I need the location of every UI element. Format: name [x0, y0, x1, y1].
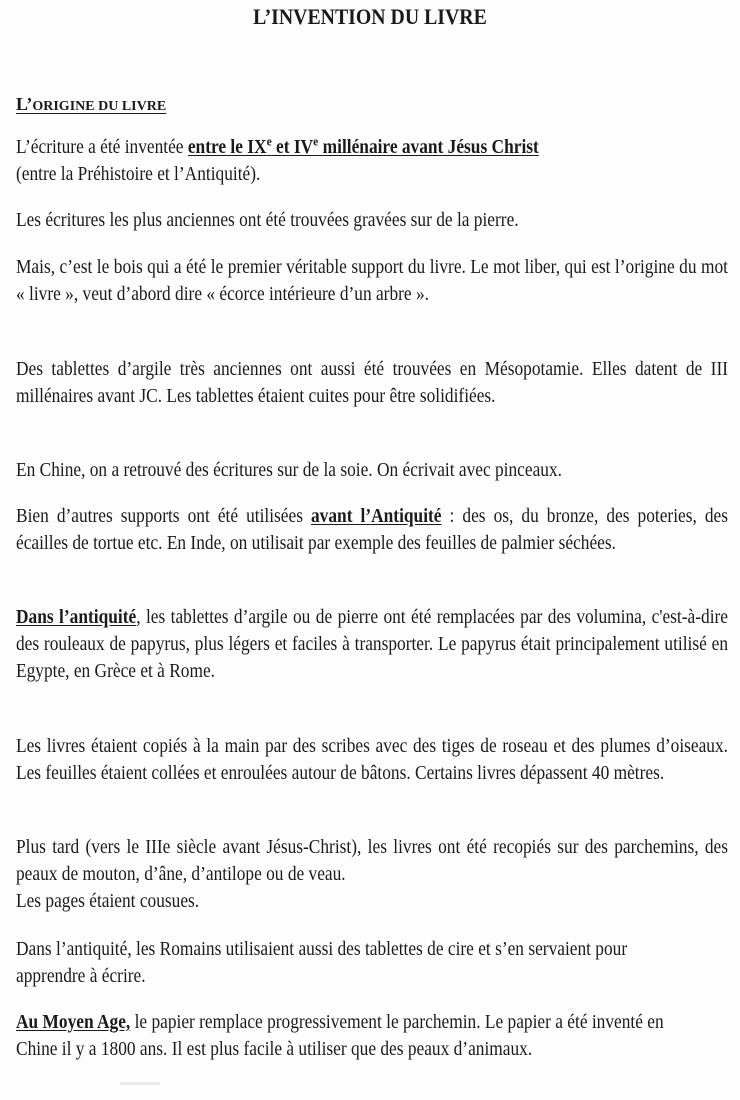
- p7-text: , les tablettes d’argile ou de pierre ont été remplacées par des volumina, c'est-à-dire des rouleaux de papyrus, plus légers et faciles à transporter. Le papyrus était principalement utilisé en Egypte, en Grèce et à Rome.: [16, 607, 728, 682]
- p1-emphasis: [187, 133, 539, 158]
- paragraph-10: Dans l’antiquité, les Romains utilisaient aussi des tablettes de cire et s’en servaient pour apprendre à écrire.: [16, 939, 628, 987]
- p6-text-2: : des os, du bronze, des poteries, des écailles de tortue etc. En Inde, on utilisait par exemple des feuilles de palmier séchées.: [16, 506, 728, 554]
- paragraph-4: Des tablettes d’argile très anciennes ont aussi été trouvées en Mésopotamie. Elles datent de III millénaires avant JC. Les tablettes étaient cuites pour être solidifiées.: [16, 359, 728, 407]
- p1-sup-1: e: [266, 133, 272, 149]
- p9-text-2: Les pages étaient cousues.: [16, 891, 200, 912]
- paragraph-11: [16, 1009, 692, 1063]
- paragraph-5: En Chine, on a retrouvé des écritures sur de la soie. On écrivait avec pinceaux.: [16, 460, 563, 481]
- section-heading-rest: ORIGINE DU LIVRE: [32, 99, 167, 114]
- p1-text: L’écriture a été inventée: [16, 137, 188, 158]
- p1-text-2: (entre la Préhistoire et l’Antiquité).: [16, 164, 261, 185]
- paragraph-9: [16, 834, 728, 915]
- p11-emphasis: Au Moyen Age,: [16, 1012, 131, 1033]
- section-heading-initial: L’: [16, 94, 33, 114]
- section-heading: [16, 94, 166, 115]
- paragraph-2: Les écritures les plus anciennes ont été trouvées gravées sur de la pierre.: [16, 210, 519, 231]
- p1-emph-2: et IV: [271, 137, 314, 158]
- paragraph-7: [16, 604, 728, 685]
- p7-emphasis: Dans l’antiquité: [16, 607, 137, 628]
- scan-smudge: [120, 1082, 160, 1085]
- p9-text: Plus tard (vers le IIIe siècle avant Jésus-Christ), les livres ont été recopiés sur des parchemins, des peaux de mouton, d’âne, d’antilope ou de veau.: [16, 837, 728, 885]
- p1-emph-1: entre le IX: [187, 137, 267, 158]
- paragraph-1: [16, 134, 728, 188]
- paragraph-3: Mais, c’est le bois qui a été le premier véritable support du livre. Le mot liber, qui est l’origine du mot « livre », veut d’abord dire « écorce intérieure d’un arbre ».: [16, 257, 728, 305]
- p6-text: Bien d’autres supports ont été utilisées: [16, 506, 312, 527]
- p11-text: le papier remplace progressivement le parchemin. Le papier a été inventé en Chine il y a 1800 ans. Il est plus facile à utiliser que des peaux d’animaux.: [16, 1012, 664, 1060]
- document-title: L’INVENTION DU LIVRE: [253, 4, 487, 29]
- paragraph-8: Les livres étaient copiés à la main par des scribes avec des tiges de roseau et des plumes d’oiseaux. Les feuilles étaient collées et enroulées autour de bâtons. Certains livres dépassent 40 mètres.: [16, 736, 728, 784]
- paragraph-6: [16, 503, 728, 557]
- p6-emphasis: avant l’Antiquité: [311, 506, 442, 527]
- p1-sup-2: e: [313, 133, 319, 149]
- p1-emph-3: millénaire avant Jésus Christ: [318, 137, 539, 158]
